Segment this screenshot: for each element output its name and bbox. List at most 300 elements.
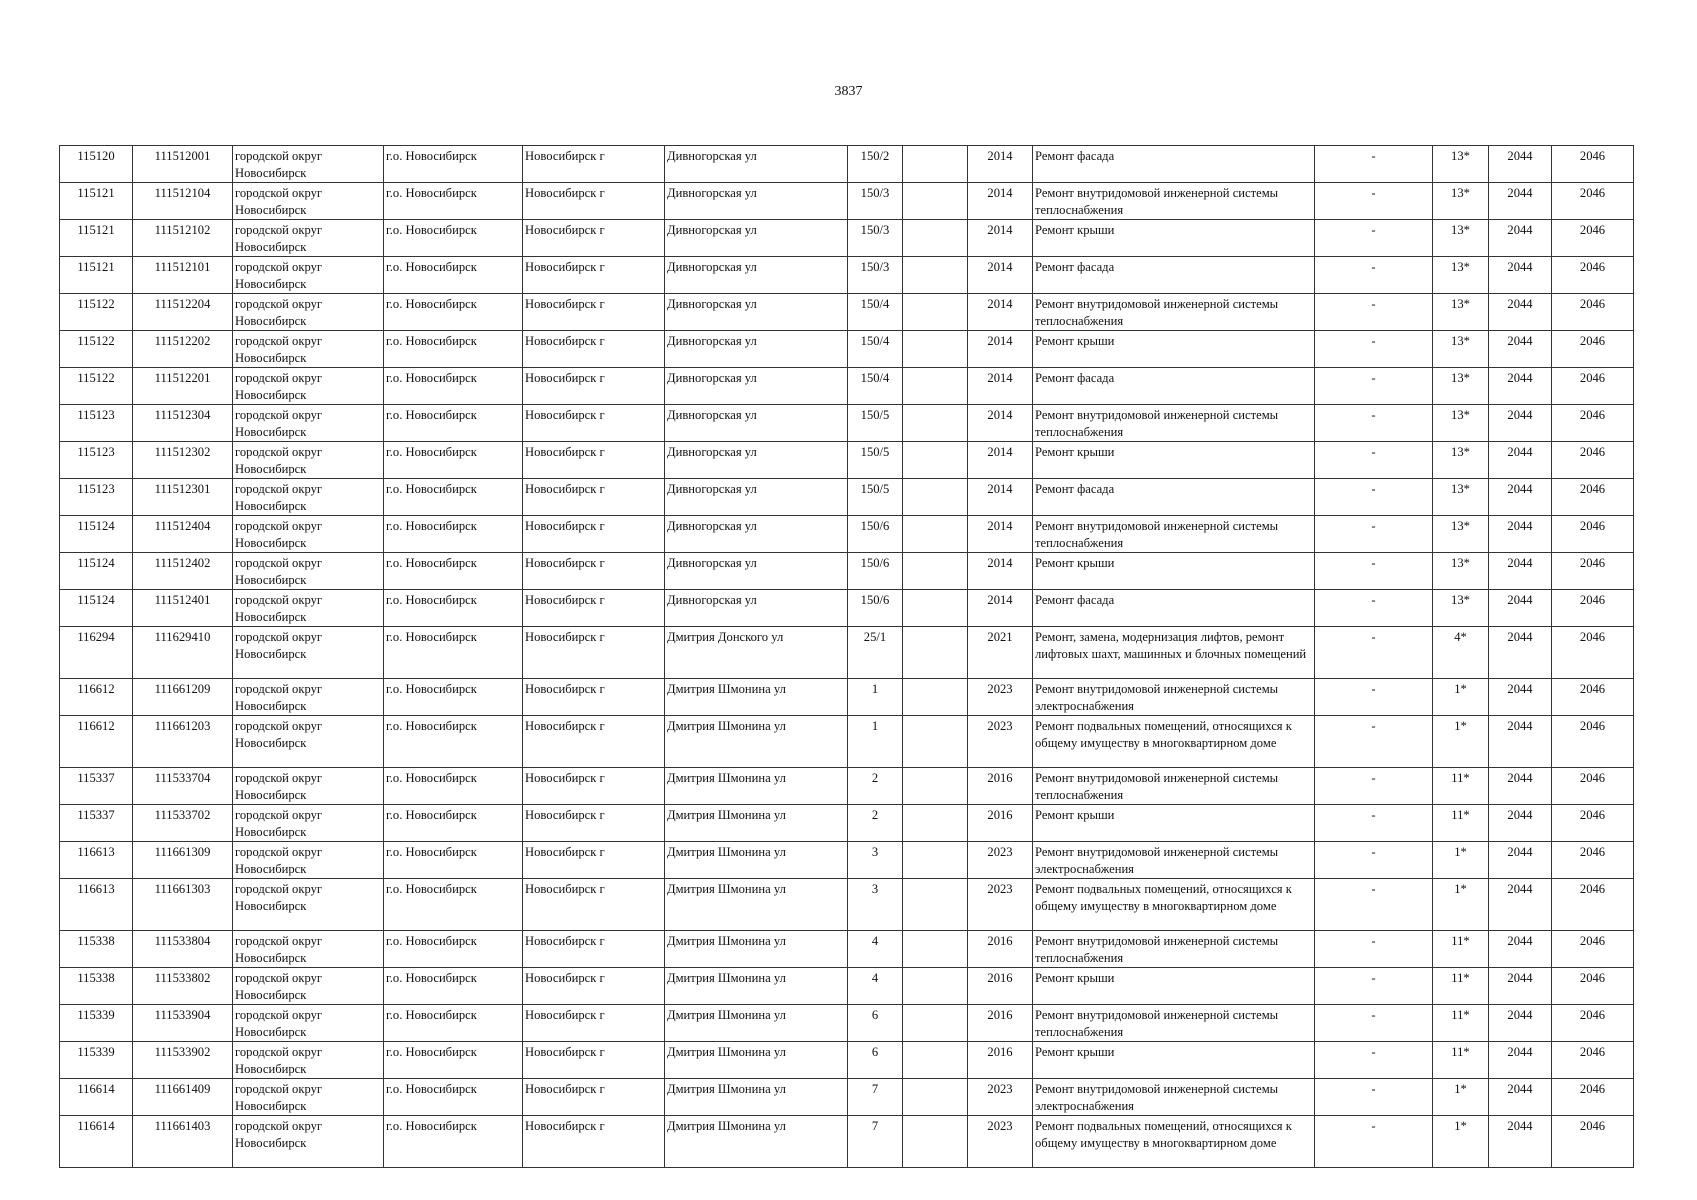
work-type-cell: Ремонт крыши	[1033, 331, 1315, 368]
house-number-cell: 25/1	[848, 627, 903, 679]
year-cell: 2014	[968, 183, 1033, 220]
house-number-cell: 150/5	[848, 405, 903, 442]
table-row	[60, 879, 1634, 931]
table-row	[60, 716, 1634, 768]
municipality-cell: городской округ Новосибирск	[233, 516, 384, 553]
building-cell	[903, 627, 968, 679]
table-row	[60, 805, 1634, 842]
table-row	[60, 968, 1634, 1005]
object-code-cell: 111661409	[133, 1079, 233, 1116]
house-number-cell: 2	[848, 768, 903, 805]
end-year-cell: 2046	[1552, 1116, 1634, 1168]
count-cell: 13*	[1433, 331, 1489, 368]
settlement-cell: Новосибирск г	[523, 146, 665, 183]
municipality-cell: городской округ Новосибирск	[233, 879, 384, 931]
house-number-cell: 150/4	[848, 368, 903, 405]
end-year-cell: 2046	[1552, 879, 1634, 931]
dash-cell: -	[1315, 257, 1433, 294]
dash-cell: -	[1315, 879, 1433, 931]
city-district-cell: г.о. Новосибирск	[384, 442, 523, 479]
street-cell: Дивногорская ул	[665, 479, 848, 516]
count-cell: 13*	[1433, 405, 1489, 442]
row-id-cell: 115123	[60, 442, 133, 479]
work-type-cell: Ремонт подвальных помещений, относящихся к общему имуществу в многоквартирном доме	[1033, 716, 1315, 768]
city-district-cell: г.о. Новосибирск	[384, 553, 523, 590]
count-cell: 11*	[1433, 1005, 1489, 1042]
city-district-cell: г.о. Новосибирск	[384, 368, 523, 405]
end-year-cell: 2046	[1552, 516, 1634, 553]
work-type-cell: Ремонт подвальных помещений, относящихся к общему имуществу в многоквартирном доме	[1033, 1116, 1315, 1168]
building-cell	[903, 442, 968, 479]
street-cell: Дмитрия Шмонина ул	[665, 1116, 848, 1168]
dash-cell: -	[1315, 1042, 1433, 1079]
building-cell	[903, 768, 968, 805]
dash-cell: -	[1315, 331, 1433, 368]
end-year-cell: 2046	[1552, 442, 1634, 479]
object-code-cell: 111512204	[133, 294, 233, 331]
municipality-cell: городской округ Новосибирск	[233, 768, 384, 805]
city-district-cell: г.о. Новосибирск	[384, 1005, 523, 1042]
start-year-cell: 2044	[1489, 442, 1552, 479]
dash-cell: -	[1315, 516, 1433, 553]
work-type-cell: Ремонт внутридомовой инженерной системы теплоснабжения	[1033, 768, 1315, 805]
street-cell: Дивногорская ул	[665, 442, 848, 479]
house-number-cell: 1	[848, 716, 903, 768]
work-type-cell: Ремонт внутридомовой инженерной системы теплоснабжения	[1033, 183, 1315, 220]
row-id-cell: 115123	[60, 479, 133, 516]
city-district-cell: г.о. Новосибирск	[384, 220, 523, 257]
row-id-cell: 115337	[60, 768, 133, 805]
row-id-cell: 115337	[60, 805, 133, 842]
work-type-cell: Ремонт внутридомовой инженерной системы теплоснабжения	[1033, 405, 1315, 442]
table-row	[60, 368, 1634, 405]
dash-cell: -	[1315, 294, 1433, 331]
settlement-cell: Новосибирск г	[523, 516, 665, 553]
table-row	[60, 1079, 1634, 1116]
dash-cell: -	[1315, 405, 1433, 442]
start-year-cell: 2044	[1489, 516, 1552, 553]
house-number-cell: 6	[848, 1005, 903, 1042]
start-year-cell: 2044	[1489, 1116, 1552, 1168]
row-id-cell: 116612	[60, 716, 133, 768]
year-cell: 2023	[968, 1116, 1033, 1168]
street-cell: Дивногорская ул	[665, 257, 848, 294]
dash-cell: -	[1315, 220, 1433, 257]
house-number-cell: 6	[848, 1042, 903, 1079]
object-code-cell: 111512201	[133, 368, 233, 405]
count-cell: 11*	[1433, 1042, 1489, 1079]
table-row	[60, 553, 1634, 590]
municipality-cell: городской округ Новосибирск	[233, 331, 384, 368]
street-cell: Дмитрия Шмонина ул	[665, 716, 848, 768]
street-cell: Дмитрия Шмонина ул	[665, 879, 848, 931]
city-district-cell: г.о. Новосибирск	[384, 590, 523, 627]
street-cell: Дмитрия Шмонина ул	[665, 968, 848, 1005]
street-cell: Дивногорская ул	[665, 220, 848, 257]
count-cell: 1*	[1433, 1079, 1489, 1116]
table-row	[60, 931, 1634, 968]
building-cell	[903, 183, 968, 220]
municipality-cell: городской округ Новосибирск	[233, 1116, 384, 1168]
city-district-cell: г.о. Новосибирск	[384, 405, 523, 442]
city-district-cell: г.о. Новосибирск	[384, 627, 523, 679]
municipality-cell: городской округ Новосибирск	[233, 183, 384, 220]
object-code-cell: 111533802	[133, 968, 233, 1005]
street-cell: Дивногорская ул	[665, 553, 848, 590]
start-year-cell: 2044	[1489, 331, 1552, 368]
house-number-cell: 150/4	[848, 294, 903, 331]
row-id-cell: 115124	[60, 516, 133, 553]
row-id-cell: 115338	[60, 931, 133, 968]
settlement-cell: Новосибирск г	[523, 805, 665, 842]
year-cell: 2014	[968, 331, 1033, 368]
dash-cell: -	[1315, 183, 1433, 220]
settlement-cell: Новосибирск г	[523, 442, 665, 479]
count-cell: 13*	[1433, 220, 1489, 257]
building-cell	[903, 1079, 968, 1116]
count-cell: 1*	[1433, 879, 1489, 931]
house-number-cell: 150/2	[848, 146, 903, 183]
municipality-cell: городской округ Новосибирск	[233, 368, 384, 405]
table-row	[60, 146, 1634, 183]
table-row	[60, 1116, 1634, 1168]
dash-cell: -	[1315, 768, 1433, 805]
settlement-cell: Новосибирск г	[523, 368, 665, 405]
row-id-cell: 115122	[60, 368, 133, 405]
dash-cell: -	[1315, 146, 1433, 183]
work-type-cell: Ремонт внутридомовой инженерной системы теплоснабжения	[1033, 1005, 1315, 1042]
municipality-cell: городской округ Новосибирск	[233, 1042, 384, 1079]
row-id-cell: 115121	[60, 183, 133, 220]
city-district-cell: г.о. Новосибирск	[384, 879, 523, 931]
work-type-cell: Ремонт крыши	[1033, 968, 1315, 1005]
settlement-cell: Новосибирск г	[523, 294, 665, 331]
house-number-cell: 150/6	[848, 516, 903, 553]
year-cell: 2014	[968, 257, 1033, 294]
start-year-cell: 2044	[1489, 805, 1552, 842]
table-row	[60, 590, 1634, 627]
start-year-cell: 2044	[1489, 220, 1552, 257]
municipality-cell: городской округ Новосибирск	[233, 679, 384, 716]
dash-cell: -	[1315, 679, 1433, 716]
count-cell: 13*	[1433, 146, 1489, 183]
street-cell: Дмитрия Шмонина ул	[665, 931, 848, 968]
municipality-cell: городской округ Новосибирск	[233, 931, 384, 968]
count-cell: 1*	[1433, 1116, 1489, 1168]
settlement-cell: Новосибирск г	[523, 768, 665, 805]
table-body	[60, 146, 1634, 1168]
year-cell: 2023	[968, 679, 1033, 716]
municipality-cell: городской округ Новосибирск	[233, 257, 384, 294]
city-district-cell: г.о. Новосибирск	[384, 805, 523, 842]
row-id-cell: 115339	[60, 1005, 133, 1042]
work-type-cell: Ремонт внутридомовой инженерной системы теплоснабжения	[1033, 931, 1315, 968]
year-cell: 2023	[968, 879, 1033, 931]
end-year-cell: 2046	[1552, 1042, 1634, 1079]
municipality-cell: городской округ Новосибирск	[233, 1005, 384, 1042]
work-type-cell: Ремонт крыши	[1033, 805, 1315, 842]
house-number-cell: 4	[848, 931, 903, 968]
table-row	[60, 331, 1634, 368]
settlement-cell: Новосибирск г	[523, 479, 665, 516]
building-cell	[903, 405, 968, 442]
count-cell: 11*	[1433, 805, 1489, 842]
house-number-cell: 7	[848, 1116, 903, 1168]
count-cell: 1*	[1433, 679, 1489, 716]
work-type-cell: Ремонт крыши	[1033, 220, 1315, 257]
year-cell: 2016	[968, 805, 1033, 842]
end-year-cell: 2046	[1552, 1005, 1634, 1042]
settlement-cell: Новосибирск г	[523, 1116, 665, 1168]
settlement-cell: Новосибирск г	[523, 1079, 665, 1116]
end-year-cell: 2046	[1552, 627, 1634, 679]
dash-cell: -	[1315, 1079, 1433, 1116]
row-id-cell: 115124	[60, 553, 133, 590]
start-year-cell: 2044	[1489, 679, 1552, 716]
end-year-cell: 2046	[1552, 294, 1634, 331]
start-year-cell: 2044	[1489, 553, 1552, 590]
dash-cell: -	[1315, 1005, 1433, 1042]
object-code-cell: 111512102	[133, 220, 233, 257]
building-cell	[903, 879, 968, 931]
table-row	[60, 768, 1634, 805]
municipality-cell: городской округ Новосибирск	[233, 968, 384, 1005]
table-row	[60, 679, 1634, 716]
object-code-cell: 111512401	[133, 590, 233, 627]
object-code-cell: 111533904	[133, 1005, 233, 1042]
start-year-cell: 2044	[1489, 716, 1552, 768]
start-year-cell: 2044	[1489, 1042, 1552, 1079]
city-district-cell: г.о. Новосибирск	[384, 931, 523, 968]
count-cell: 13*	[1433, 516, 1489, 553]
row-id-cell: 115121	[60, 257, 133, 294]
dash-cell: -	[1315, 368, 1433, 405]
end-year-cell: 2046	[1552, 257, 1634, 294]
building-cell	[903, 805, 968, 842]
table-row	[60, 1042, 1634, 1079]
settlement-cell: Новосибирск г	[523, 331, 665, 368]
building-cell	[903, 968, 968, 1005]
dash-cell: -	[1315, 627, 1433, 679]
work-type-cell: Ремонт фасада	[1033, 146, 1315, 183]
row-id-cell: 116612	[60, 679, 133, 716]
end-year-cell: 2046	[1552, 1079, 1634, 1116]
work-type-cell: Ремонт внутридомовой инженерной системы электроснабжения	[1033, 842, 1315, 879]
building-cell	[903, 842, 968, 879]
start-year-cell: 2044	[1489, 1079, 1552, 1116]
year-cell: 2023	[968, 842, 1033, 879]
start-year-cell: 2044	[1489, 368, 1552, 405]
settlement-cell: Новосибирск г	[523, 1042, 665, 1079]
start-year-cell: 2044	[1489, 294, 1552, 331]
street-cell: Дмитрия Шмонина ул	[665, 679, 848, 716]
row-id-cell: 115121	[60, 220, 133, 257]
object-code-cell: 111533902	[133, 1042, 233, 1079]
municipality-cell: городской округ Новосибирск	[233, 842, 384, 879]
street-cell: Дмитрия Шмонина ул	[665, 805, 848, 842]
object-code-cell: 111533704	[133, 768, 233, 805]
building-cell	[903, 257, 968, 294]
row-id-cell: 115122	[60, 331, 133, 368]
house-number-cell: 150/3	[848, 183, 903, 220]
object-code-cell: 111533702	[133, 805, 233, 842]
end-year-cell: 2046	[1552, 968, 1634, 1005]
house-number-cell: 2	[848, 805, 903, 842]
building-cell	[903, 479, 968, 516]
row-id-cell: 115124	[60, 590, 133, 627]
object-code-cell: 111533804	[133, 931, 233, 968]
year-cell: 2021	[968, 627, 1033, 679]
municipality-cell: городской округ Новосибирск	[233, 405, 384, 442]
street-cell: Дивногорская ул	[665, 516, 848, 553]
count-cell: 11*	[1433, 931, 1489, 968]
settlement-cell: Новосибирск г	[523, 968, 665, 1005]
street-cell: Дмитрия Шмонина ул	[665, 768, 848, 805]
table-row	[60, 183, 1634, 220]
settlement-cell: Новосибирск г	[523, 220, 665, 257]
municipality-cell: городской округ Новосибирск	[233, 1079, 384, 1116]
count-cell: 13*	[1433, 257, 1489, 294]
object-code-cell: 111661309	[133, 842, 233, 879]
street-cell: Дмитрия Шмонина ул	[665, 1042, 848, 1079]
end-year-cell: 2046	[1552, 368, 1634, 405]
building-cell	[903, 1116, 968, 1168]
end-year-cell: 2046	[1552, 805, 1634, 842]
start-year-cell: 2044	[1489, 405, 1552, 442]
work-type-cell: Ремонт крыши	[1033, 442, 1315, 479]
municipality-cell: городской округ Новосибирск	[233, 146, 384, 183]
year-cell: 2014	[968, 368, 1033, 405]
work-type-cell: Ремонт подвальных помещений, относящихся к общему имуществу в многоквартирном доме	[1033, 879, 1315, 931]
count-cell: 4*	[1433, 627, 1489, 679]
start-year-cell: 2044	[1489, 931, 1552, 968]
start-year-cell: 2044	[1489, 879, 1552, 931]
end-year-cell: 2046	[1552, 183, 1634, 220]
settlement-cell: Новосибирск г	[523, 405, 665, 442]
count-cell: 13*	[1433, 553, 1489, 590]
row-id-cell: 115123	[60, 405, 133, 442]
house-number-cell: 3	[848, 842, 903, 879]
settlement-cell: Новосибирск г	[523, 590, 665, 627]
municipality-cell: городской округ Новосибирск	[233, 220, 384, 257]
city-district-cell: г.о. Новосибирск	[384, 768, 523, 805]
building-cell	[903, 1042, 968, 1079]
object-code-cell: 111661403	[133, 1116, 233, 1168]
street-cell: Дмитрия Донского ул	[665, 627, 848, 679]
row-id-cell: 116613	[60, 879, 133, 931]
house-number-cell: 7	[848, 1079, 903, 1116]
end-year-cell: 2046	[1552, 716, 1634, 768]
object-code-cell: 111512202	[133, 331, 233, 368]
year-cell: 2016	[968, 768, 1033, 805]
start-year-cell: 2044	[1489, 968, 1552, 1005]
settlement-cell: Новосибирск г	[523, 627, 665, 679]
city-district-cell: г.о. Новосибирск	[384, 1042, 523, 1079]
municipality-cell: городской округ Новосибирск	[233, 553, 384, 590]
count-cell: 1*	[1433, 716, 1489, 768]
building-cell	[903, 146, 968, 183]
count-cell: 13*	[1433, 294, 1489, 331]
dash-cell: -	[1315, 442, 1433, 479]
object-code-cell: 111512302	[133, 442, 233, 479]
table-row	[60, 1005, 1634, 1042]
street-cell: Дивногорская ул	[665, 590, 848, 627]
dash-cell: -	[1315, 968, 1433, 1005]
house-number-cell: 4	[848, 968, 903, 1005]
street-cell: Дмитрия Шмонина ул	[665, 842, 848, 879]
end-year-cell: 2046	[1552, 220, 1634, 257]
object-code-cell: 111629410	[133, 627, 233, 679]
dash-cell: -	[1315, 553, 1433, 590]
count-cell: 13*	[1433, 479, 1489, 516]
work-type-cell: Ремонт внутридомовой инженерной системы электроснабжения	[1033, 1079, 1315, 1116]
settlement-cell: Новосибирск г	[523, 879, 665, 931]
street-cell: Дивногорская ул	[665, 405, 848, 442]
end-year-cell: 2046	[1552, 590, 1634, 627]
work-type-cell: Ремонт крыши	[1033, 553, 1315, 590]
settlement-cell: Новосибирск г	[523, 183, 665, 220]
house-number-cell: 150/4	[848, 331, 903, 368]
municipality-cell: городской округ Новосибирск	[233, 442, 384, 479]
street-cell: Дивногорская ул	[665, 294, 848, 331]
house-number-cell: 150/3	[848, 257, 903, 294]
table-row	[60, 479, 1634, 516]
city-district-cell: г.о. Новосибирск	[384, 968, 523, 1005]
data-table	[59, 145, 1634, 1168]
start-year-cell: 2044	[1489, 1005, 1552, 1042]
building-cell	[903, 220, 968, 257]
table-row	[60, 220, 1634, 257]
building-cell	[903, 516, 968, 553]
count-cell: 11*	[1433, 768, 1489, 805]
start-year-cell: 2044	[1489, 146, 1552, 183]
year-cell: 2023	[968, 1079, 1033, 1116]
house-number-cell: 150/6	[848, 553, 903, 590]
work-type-cell: Ремонт фасада	[1033, 257, 1315, 294]
building-cell	[903, 1005, 968, 1042]
row-id-cell: 115338	[60, 968, 133, 1005]
work-type-cell: Ремонт, замена, модернизация лифтов, ремонт лифтовых шахт, машинных и блочных помещений	[1033, 627, 1315, 679]
count-cell: 11*	[1433, 968, 1489, 1005]
row-id-cell: 115122	[60, 294, 133, 331]
city-district-cell: г.о. Новосибирск	[384, 842, 523, 879]
city-district-cell: г.о. Новосибирск	[384, 716, 523, 768]
table-row	[60, 627, 1634, 679]
year-cell: 2014	[968, 590, 1033, 627]
year-cell: 2016	[968, 931, 1033, 968]
row-id-cell: 116613	[60, 842, 133, 879]
house-number-cell: 150/5	[848, 442, 903, 479]
building-cell	[903, 331, 968, 368]
municipality-cell: городской округ Новосибирск	[233, 627, 384, 679]
city-district-cell: г.о. Новосибирск	[384, 257, 523, 294]
table-row	[60, 294, 1634, 331]
year-cell: 2014	[968, 516, 1033, 553]
street-cell: Дивногорская ул	[665, 183, 848, 220]
city-district-cell: г.о. Новосибирск	[384, 331, 523, 368]
house-number-cell: 150/5	[848, 479, 903, 516]
city-district-cell: г.о. Новосибирск	[384, 679, 523, 716]
year-cell: 2014	[968, 442, 1033, 479]
end-year-cell: 2046	[1552, 842, 1634, 879]
work-type-cell: Ремонт крыши	[1033, 1042, 1315, 1079]
city-district-cell: г.о. Новосибирск	[384, 1116, 523, 1168]
city-district-cell: г.о. Новосибирск	[384, 294, 523, 331]
settlement-cell: Новосибирск г	[523, 553, 665, 590]
end-year-cell: 2046	[1552, 405, 1634, 442]
count-cell: 13*	[1433, 183, 1489, 220]
city-district-cell: г.о. Новосибирск	[384, 183, 523, 220]
